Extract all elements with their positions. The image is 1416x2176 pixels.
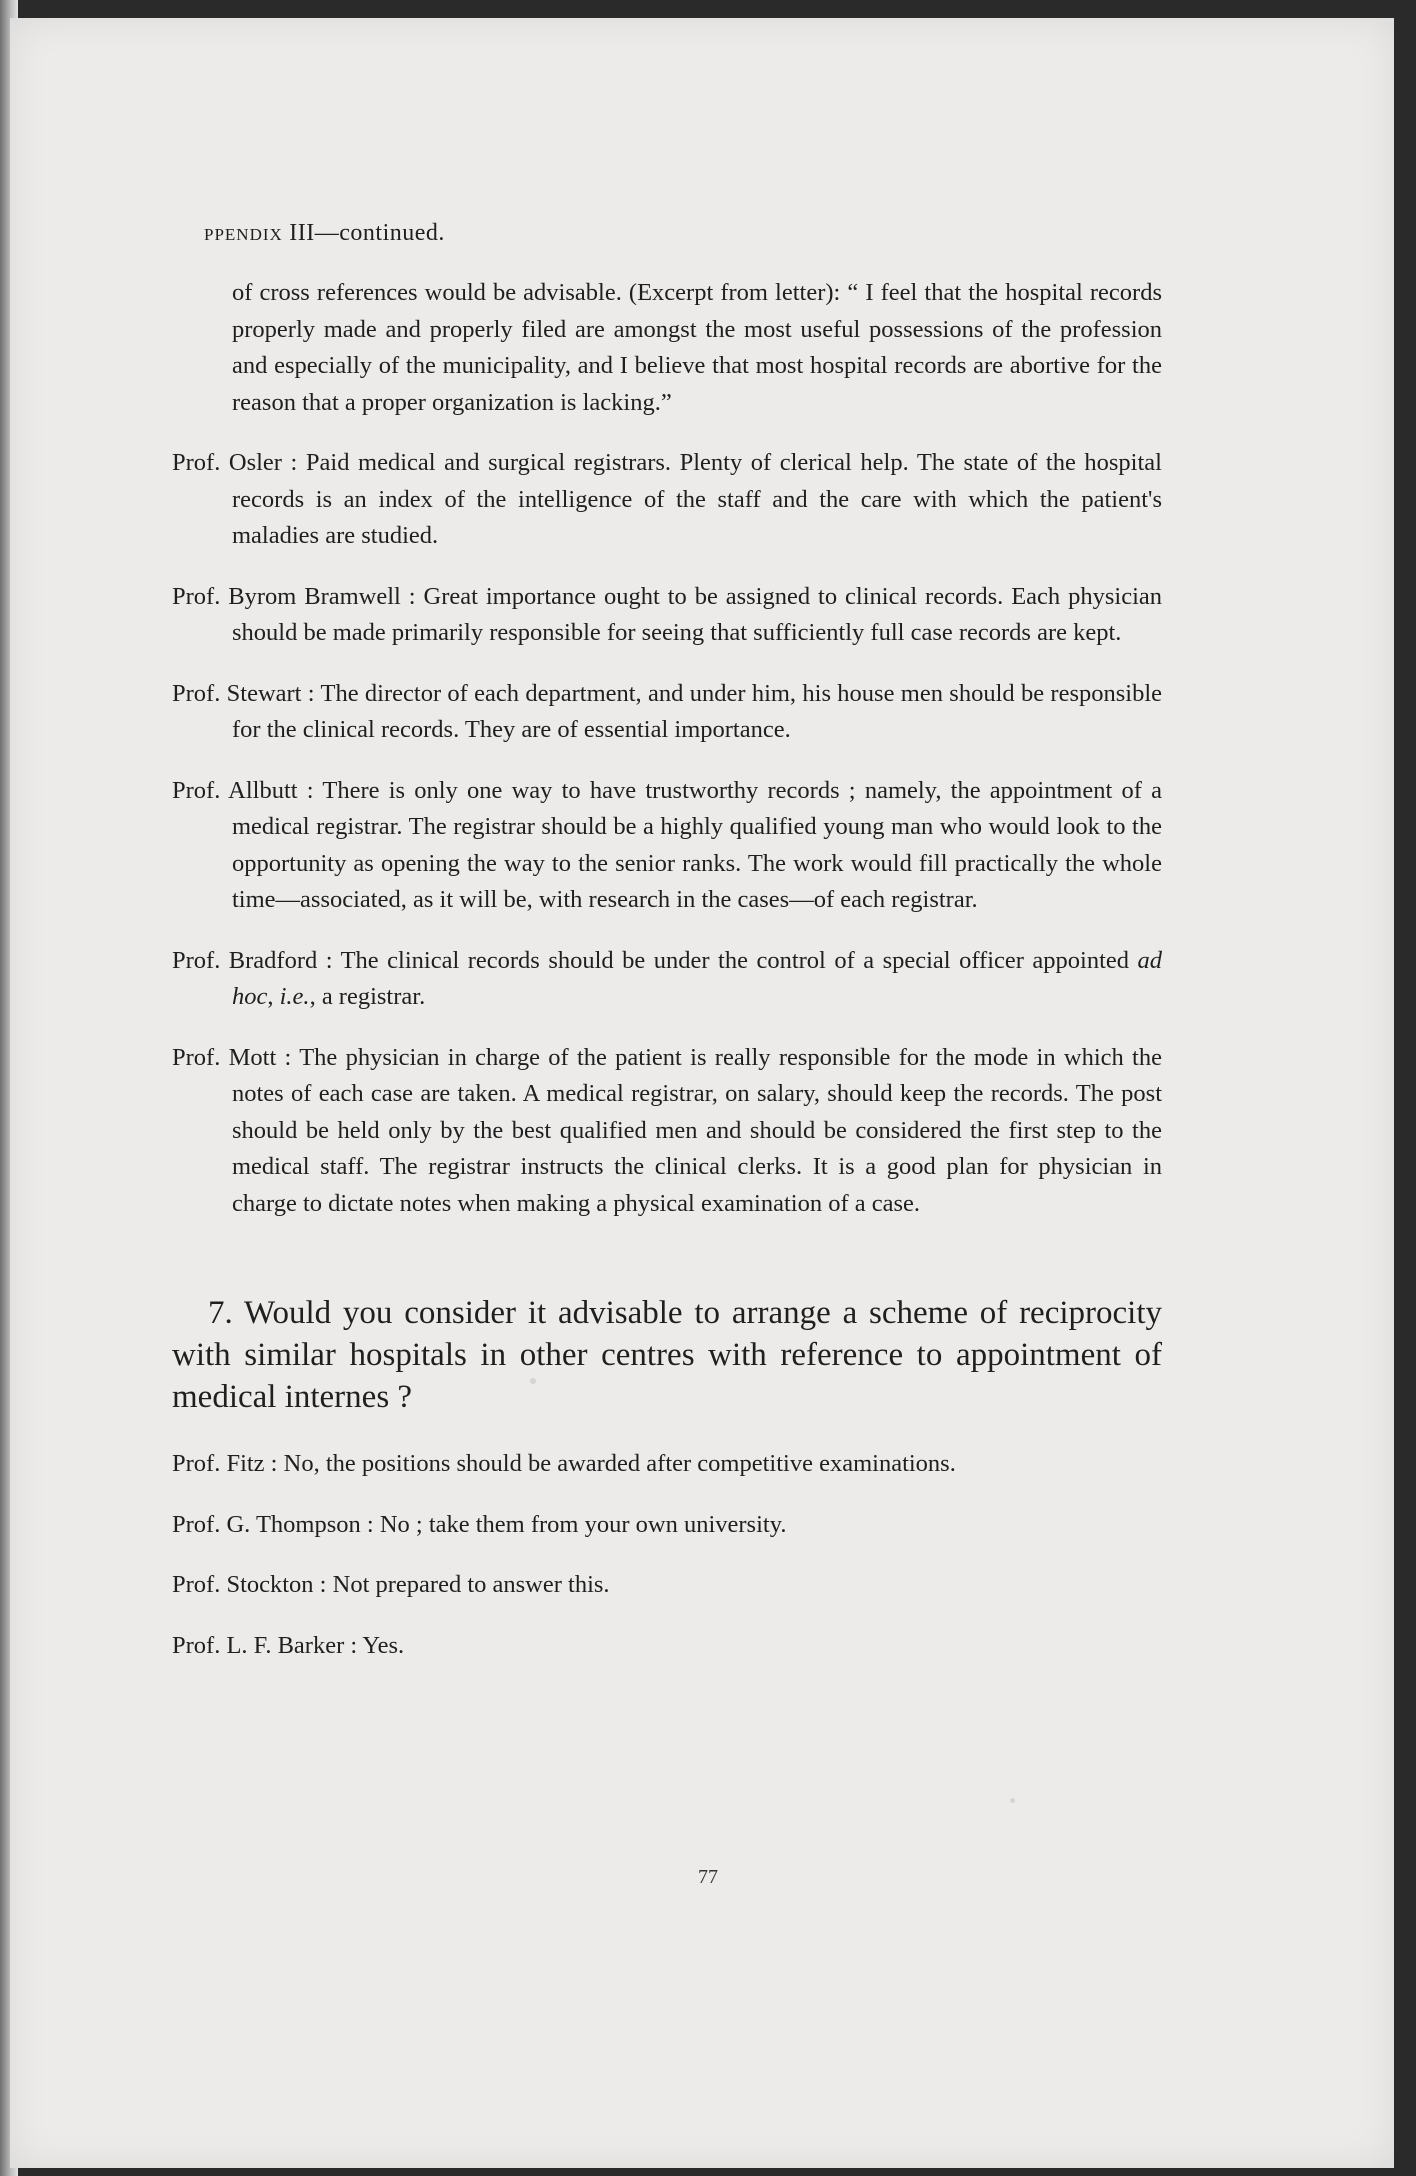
answer-text-end: , a registrar. [309,983,426,1010]
answer-thompson [172,1507,1162,1544]
answer-text: Yes. [357,1631,405,1659]
speaker-name: Prof. G. Thompson : [172,1510,374,1538]
answer-text: Not prepared to answer this. [326,1571,610,1598]
answer-barker [172,1628,1162,1665]
answer-mott [172,1040,1162,1223]
answer-text: The director of each department, and under him, his house men should be responsible for the clinical records. They are of essential importance. [232,679,1162,743]
speaker-name: Prof. Osler : [172,449,298,476]
speaker-name: Prof. Allbutt : [172,776,314,804]
answer-text: The physician in charge of the patient is really responsible for the mode in which the notes of each case are taken. A medical registrar, on salary, should keep the records. The post should be held only by the best qualified men and should be considered the first step to the medical staff. The registrar instructs the clinical clerks. It is a good plan for physician in charge to dictate notes when making a physical examination of a case. [232,1043,1162,1217]
answer-text: There is only one way to have trustworthy records ; namely, the appointment of a medical registrar. The registrar should be a highly qualified young man who would look to the opportunity as opening the way to the senior ranks. The work would fill practically the whole time—associated, as it will be, with research in the cases—of each registrar. [232,776,1162,913]
italic-ad-hoc: ad hoc [232,946,1162,1010]
answer-stewart [172,676,1162,749]
speaker-name: Prof. Bradford : [172,946,333,974]
speaker-name: Prof. Stockton : [172,1571,327,1598]
answer-text: Paid medical and surgical registrars. Plenty of clerical help. The state of the hospital records is an index of the intelligence of the staff and the care with which the patient's maladies are studied. [232,449,1162,549]
answer-text: Great importance ought to be assigned to clinical records. Each physician should be made primarily responsible for seeing that sufficiently full case records are kept. [232,582,1162,646]
answer-osler [172,445,1162,555]
page-number: 77 [698,1866,718,1888]
italic-ie: i.e. [279,983,310,1010]
punctuation: , [267,983,280,1010]
paper-speck [1010,1798,1015,1803]
running-head-prefix: PPENDIX [204,225,283,244]
continued-paragraph: of cross references would be advisable. (Excerpt from letter): “ I feel that the hospital records properly made and properly filed are amongst the most useful possessions of the profession and especially of the municipality, and I believe that most hospital records are abortive for the reason that a proper organization is lacking.” [232,279,1162,416]
answer-text: No ; take them from your own university. [373,1510,787,1538]
speaker-name: Prof. L. F. Barker : [172,1631,358,1659]
answer-fitz [172,1446,1162,1483]
speaker-name: Prof. Stewart : [172,679,315,707]
answer-stockton [172,1567,1162,1604]
answer-allbutt [172,773,1162,919]
speaker-name: Prof. Mott : [172,1043,292,1071]
running-head [204,220,1162,247]
running-head-rest: III—continued. [282,220,445,246]
answer-text: The clinical records should be under the control of a special officer appointed [332,946,1138,974]
answer-bradford [172,943,1162,1016]
speaker-name: Prof. Fitz : [172,1450,278,1477]
page-text [172,220,1162,1688]
question-7: 7. Would you consider it advisable to arrange a scheme of reciprocity with similar hospitals in other centres with reference to appointment of medical internes ? [172,1295,1162,1415]
answer-bramwell [172,579,1162,652]
speaker-name: Prof. Byrom Bramwell : [172,582,416,610]
answer-text: No, the positions should be awarded after competitive examinations. [277,1450,956,1477]
